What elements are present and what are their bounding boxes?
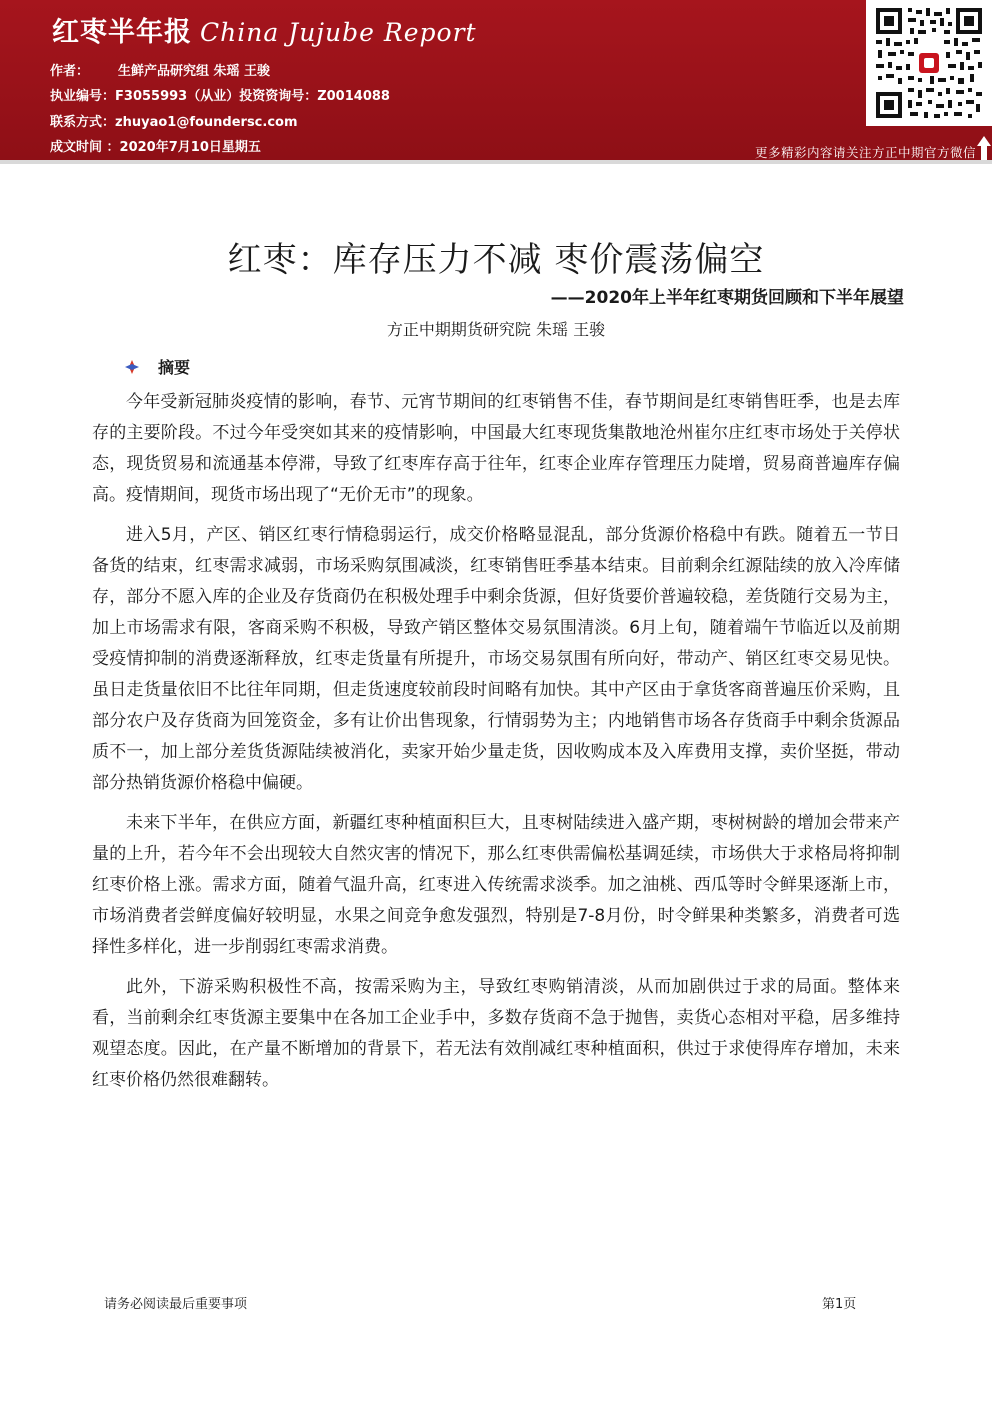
contact-line [50, 111, 298, 130]
qr-code-icon [874, 6, 984, 120]
abstract-heading-label: 摘要 [158, 358, 191, 377]
author-institute: 方正中期期货研究院 朱瑶 王骏 [386, 320, 606, 339]
footer-notice: 请务必阅读最后重要事项 [104, 1297, 248, 1312]
bullet-icon [124, 359, 140, 375]
contact-email[interactable]: zhuyao1@foundersc.com [115, 115, 298, 130]
certificate-line [50, 85, 390, 104]
up-arrow-icon [976, 134, 992, 160]
certificate-label: 执业编号： [50, 89, 116, 104]
abstract-paragraph: 此外，下游采购积极性不高，按需采购为主，导致红枣购销清淡，从而加剧供过于求的局面。整体来看，当前剩余红枣货源主要集中在各加工企业手中，多数存货商不急于抛售，卖货心态相对平稳，居多维持观望态度。因此，在产量不断增加的背景下，若无法有效削减红枣种植面积，供过于求使得库存增加，未来红枣价格仍然很难翻转。 [92, 977, 900, 1090]
report-title-cn: 红枣半年报 [52, 17, 192, 48]
author-line [50, 60, 270, 79]
report-title [52, 10, 477, 49]
contact-label: 联系方式： [50, 115, 116, 130]
date-value: ：2020年7月10日星期五 [106, 140, 261, 155]
abstract-paragraph: 进入5月，产区、销区红枣行情稳弱运行，成交价格略显混乱，部分货源价格稳中有跌。随着五一节日备货的结束，红枣需求减弱，市场采购氛围减淡，红枣销售旺季基本结束。目前剩余红源陆续的放入冷库储存，部分不愿入库的企业及存货商仍在积极处理手中剩余货源，但好货要价普遍较稳，差货随行交易为主，加上市场需求有限，客商采购不积极，导致产销区整体交易氛围清淡。6月上旬，随着端午节临近以及前期受疫情抑制的消费逐渐释放，红枣走货量有所提升，市场交易氛围有所向好，带动产、销区红枣交易见快。虽日走货量依旧不比往年同期，但走货速度较前段时间略有加快。其中产区由于拿货客商普遍压价采购，且部分农户及存货商为回笼资金，多有让价出售现象，行情弱势为主；内地销售市场各存货商手中剩余货源品质不一，加上部分差货货源陆续被消化，卖家开始少量走货，因收购成本及入库费用支撑，卖价坚挺，带动部分热销货源价格稳中偏硬。 [92, 525, 900, 793]
report-header [0, 0, 992, 160]
abstract-paragraph: 今年受新冠肺炎疫情的影响，春节、元宵节期间的红枣销售不佳，春节期间是红枣销售旺季，也是去库存的主要阶段。不过今年受突如其来的疫情影响，中国最大红枣现货集散地沧州崔尔庄红枣市场处于关停状态，现货贸易和流通基本停滞，导致了红枣库存高于往年，红枣企业库存管理压力陡增，贸易商普遍库存偏高。疫情期间，现货市场出现了“无价无市”的现象。 [92, 392, 900, 505]
certificate-value: F3055993（从业）投资资询号：Z0014088 [115, 89, 390, 104]
date-label: 成文时间 [50, 140, 103, 155]
abstract-paragraph: 未来下半年，在供应方面，新疆红枣种植面积巨大，且枣树陆续进入盛产期，枣树树龄的增加会带来产量的上升，若今年不会出现较大自然灾害的情况下，那么红枣供需偏松基调延续，市场供大于求格局将抑制红枣价格上涨。需求方面，随着气温升高，红枣进入传统需求淡季。加之油桃、西瓜等时令鲜果逐渐上市，市场消费者尝鲜度偏好较明显，水果之间竞争愈发强烈，特别是7-8月份，时令鲜果种类繁多，消费者可选择性多样化，进一步削弱红枣需求消费。 [92, 813, 900, 957]
page-number: 第1页 [822, 1297, 857, 1312]
wechat-follow-note: 更多精彩内容请关注方正中期官方微信 [754, 145, 976, 160]
abstract-body [92, 387, 900, 1105]
report-title-en: China Jujube Report [200, 18, 477, 47]
document-subtitle: ——2020年上半年红枣期货回顾和下半年展望 [550, 288, 904, 308]
abstract-heading [124, 355, 190, 378]
header-divider [0, 160, 992, 164]
author-label: 作者： [50, 64, 90, 79]
date-line [50, 136, 261, 155]
wechat-qr-code [866, 0, 992, 126]
author-value: 生鲜产品研究组 朱瑶 王骏 [118, 64, 271, 79]
document-title: 红枣：库存压力不减 枣价震荡偏空 [227, 240, 765, 280]
